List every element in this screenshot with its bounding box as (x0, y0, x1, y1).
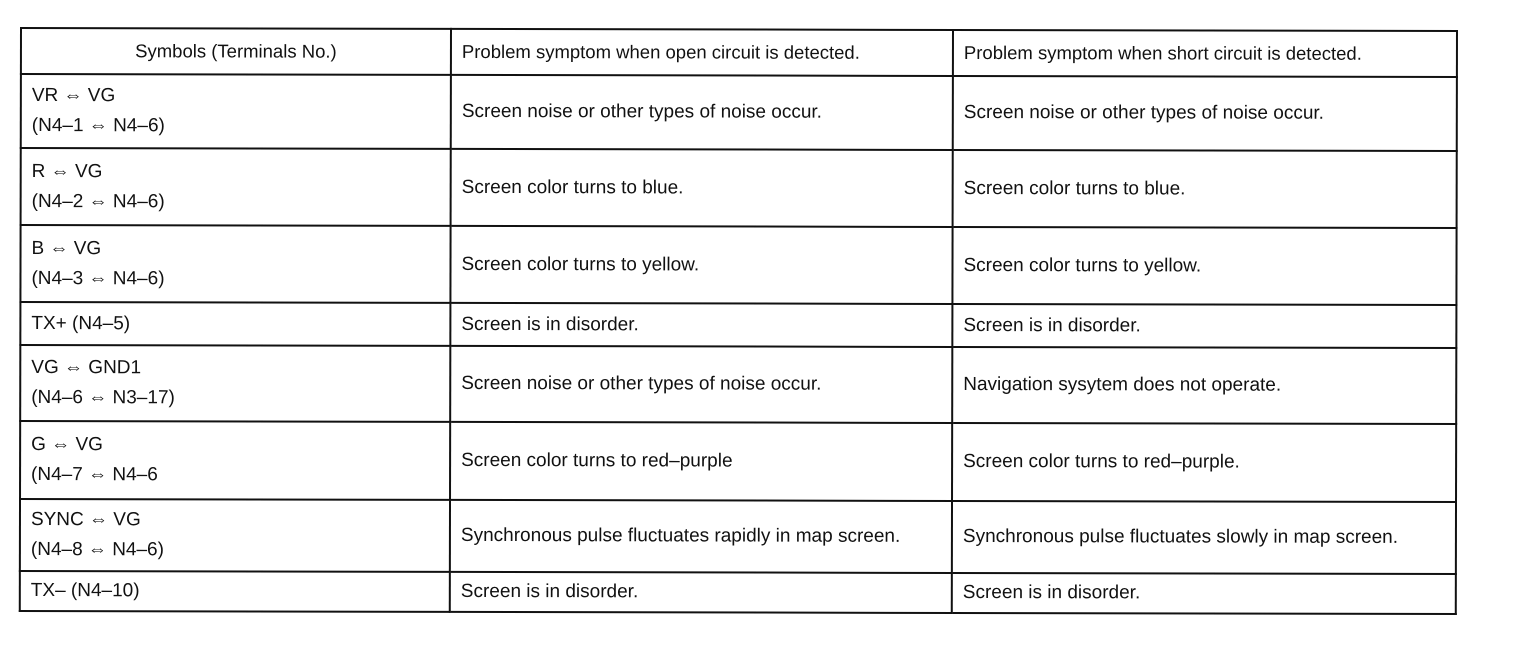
terminal-numbers: (N4–8 ⇔ N4–6) (30, 539, 164, 561)
terminal-numbers: (N4–7 ⇔ N4–6 (31, 464, 158, 486)
symbol-cell (20, 302, 450, 346)
terminal-numbers: (N4–2 ⇔ N4–6) (31, 190, 165, 212)
symbol-name: VG ⇔ GND1 (31, 357, 142, 379)
short-circuit-symptom: Screen is in disorder. (952, 573, 1456, 614)
open-circuit-symptom: Screen color turns to blue. (451, 149, 953, 227)
terminal-numbers: (N4–3 ⇔ N4–6) (31, 267, 165, 289)
table-row (21, 74, 1457, 151)
open-circuit-symptom: Screen is in disorder. (450, 572, 952, 613)
header-symbols: Symbols (Terminals No.) (21, 28, 451, 75)
symptom-table-sheet (19, 27, 1456, 615)
table-row (20, 225, 1456, 305)
open-circuit-symptom: Screen noise or other types of noise occur. (451, 75, 953, 150)
header-open-circuit: Problem symptom when open circuit is detected. (451, 29, 953, 76)
symbol-name: TX– (N4–10) (30, 580, 140, 602)
table-row (20, 571, 1456, 614)
header-short-circuit: Problem symptom when short circuit is detected. (953, 30, 1457, 77)
symbol-cell (21, 148, 451, 226)
table-row (20, 421, 1456, 502)
terminal-numbers: (N4–1 ⇔ N4–6) (31, 115, 165, 137)
table-row (21, 148, 1457, 228)
open-circuit-symptom: Screen noise or other types of noise occur. (450, 346, 952, 423)
short-circuit-symptom: Screen color turns to red–purple. (952, 423, 1456, 502)
symbol-name: R ⇔ VG (31, 160, 103, 182)
short-circuit-text: Synchronous pulse fluctuates slowly in map screen. (962, 525, 1399, 548)
table-row (20, 302, 1456, 348)
symbol-name: G ⇔ VG (31, 434, 103, 456)
symbol-cell (20, 225, 450, 303)
symbol-name: SYNC ⇔ VG (30, 509, 141, 531)
table-row (20, 345, 1456, 424)
symbol-cell (20, 421, 450, 500)
symbol-cell (20, 345, 450, 422)
short-circuit-symptom: Screen noise or other types of noise occur. (953, 76, 1457, 151)
open-circuit-symptom: Screen color turns to yellow. (450, 226, 952, 304)
open-circuit-symptom: Screen is in disorder. (450, 303, 952, 347)
symbol-name: TX+ (N4–5) (31, 312, 131, 334)
symptom-table (19, 27, 1458, 615)
open-circuit-symptom (450, 500, 952, 573)
short-circuit-symptom: Screen color turns to yellow. (952, 227, 1456, 305)
symbol-cell (21, 74, 451, 149)
short-circuit-symptom: Screen color turns to blue. (953, 150, 1457, 228)
symbol-cell (20, 499, 450, 572)
short-circuit-symptom: Navigation sysytem does not operate. (952, 347, 1456, 424)
symbol-name: B ⇔ VG (31, 237, 102, 259)
symbol-name: VR ⇔ VG (31, 85, 116, 107)
table-header-row (21, 28, 1457, 77)
terminal-numbers: (N4–6 ⇔ N3–17) (31, 387, 175, 409)
table-row (20, 499, 1456, 574)
short-circuit-symptom: Screen is in disorder. (952, 304, 1456, 348)
open-circuit-text: Synchronous pulse fluctuates rapidly in map screen. (460, 524, 901, 547)
short-circuit-symptom (952, 501, 1456, 574)
symbol-cell (20, 571, 450, 612)
open-circuit-symptom: Screen color turns to red–purple (450, 422, 952, 501)
